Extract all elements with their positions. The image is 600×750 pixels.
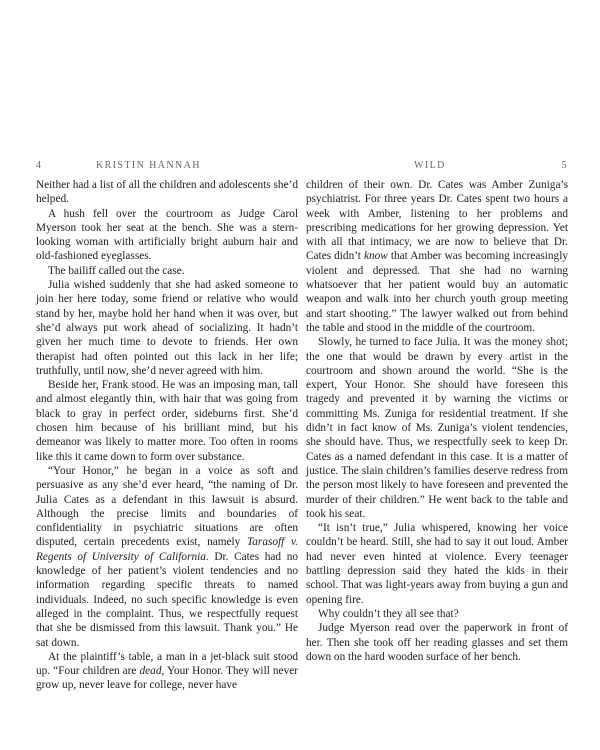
paragraph bbox=[36, 207, 298, 264]
right-page-body bbox=[306, 178, 568, 664]
left-running-head bbox=[36, 160, 298, 174]
right-header-title: WILD bbox=[414, 160, 446, 171]
text-run: children of their own. Dr. Cates was Amber Zuniga’s psychiatrist. For three years Dr. Cates spent two hours a week with Amber, listening to her problems and prescribing medications for her growing depression. Yet with all that intimacy, we are now to believe that Dr. Cates didn’t bbox=[306, 179, 568, 263]
text-run: Slowly, he turned to face Julia. It was the money shot; the one that would be drawn by every artist in the courtroom and shown around the world. “She is the expert, Your Honor. She should have foreseen this tragedy and prevented it by warning the victims or committing Ms. Zuniga for residential treatment. If she didn’t in fact know of Ms. Zuniga’s violent tendencies, she should have. Thus, we respectfully seek to keep Dr. Cates as a named defendant in this case. It is a matter of justice. The slain children’s families deserve redress from the person most likely to have foreseen and prevented the murder of their children.” He went back to the table and took his seat. bbox=[306, 336, 568, 520]
text-run: The bailiff called out the case. bbox=[48, 264, 185, 277]
text-run: Why couldn’t they all see that? bbox=[318, 607, 459, 620]
italic-text: Tarasoff v. Regents of University of California bbox=[36, 536, 298, 563]
left-page bbox=[36, 160, 298, 693]
text-run: that Amber was becoming increasingly violent and depressed. That she had no warning whatsoever that her patient would buy an automatic weapon and walk into her church youth group meeting and start shooting.” The lawyer walked out from behind the table and stood in the middle of the courtroom. bbox=[306, 250, 568, 334]
paragraph bbox=[36, 378, 298, 464]
paragraph bbox=[306, 178, 568, 335]
left-header-title: KRISTIN HANNAH bbox=[96, 160, 201, 171]
paragraph bbox=[306, 521, 568, 607]
paragraph bbox=[36, 264, 298, 278]
right-page bbox=[306, 160, 568, 664]
text-run: Julia wished suddenly that she had asked someone to join her here today, some friend or relative who would stand by her, maybe hold her hand when it was over, but she’d always put work ahead of socializing. It hadn’t given her much time to devote to friends. Her own therapist had often pointed out this lack in her life; truthfully, until now, she’d never agreed with him. bbox=[36, 279, 298, 377]
text-run: A hush fell over the courtroom as Judge Carol Myerson took her seat at the bench. She was a stern-looking woman with artificially bright auburn hair and old-fashioned eyeglasses. bbox=[36, 207, 298, 263]
italic-text: dead bbox=[139, 665, 162, 678]
paragraph bbox=[36, 178, 298, 207]
left-page-body bbox=[36, 178, 298, 693]
paragraph bbox=[306, 621, 568, 664]
text-run: Judge Myerson read over the paperwork in front of her. Then she took off her reading glasses and set them down on the hard wooden surface of her bench. bbox=[306, 622, 568, 663]
paragraph bbox=[36, 278, 298, 378]
left-page-number: 4 bbox=[36, 160, 43, 171]
right-page-number: 5 bbox=[561, 160, 568, 171]
text-run: Neither had a list of all the children and adolescents she’d helped. bbox=[36, 179, 298, 206]
italic-text: know bbox=[363, 250, 388, 263]
paragraph bbox=[36, 650, 298, 693]
text-run: . Dr. Cates had no knowledge of her patient’s violent tendencies and no information regarding specific threats to named individuals. Indeed, no such specific knowledge is even alleged in the complaint. Thus, we respectfully request that she be dismissed from this lawsuit. Thank you.” He sat down. bbox=[36, 550, 298, 649]
right-running-head bbox=[306, 160, 568, 174]
paragraph bbox=[36, 464, 298, 650]
text-run: “Your Honor,” he began in a voice as soft and persuasive as any she’d ever heard, “the naming of Dr. Julia Cates as a defendant in this lawsuit is absurd. Although the precise limits and boundaries of confidentiality in psychiatric situations are often disputed, certain precedents exist, namely bbox=[36, 464, 298, 549]
text-run: “It isn’t true,” Julia whispered, knowing her voice couldn’t be heard. Still, she had to say it out loud. Amber had never even hinted at violence. Every teenager battling depression said they hated the kids in their school. That was light-years away from buying a gun and opening fire. bbox=[306, 522, 568, 606]
text-run: Beside her, Frank stood. He was an imposing man, tall and almost elegantly thin, with hair that was going from black to gray in perfect order, sideburns first. She’d chosen him because of his brilliant mind, but his demeanor was likely to matter more. Too often in rooms like this it came down to form over substance. bbox=[36, 379, 298, 463]
text-run: At the plaintiff’s table, a man in a jet-black suit stood up. “Four children are bbox=[36, 650, 298, 678]
paragraph bbox=[306, 335, 568, 521]
paragraph bbox=[306, 607, 568, 621]
text-run: , Your Honor. They will never grow up, never leave for college, never have bbox=[36, 665, 298, 692]
